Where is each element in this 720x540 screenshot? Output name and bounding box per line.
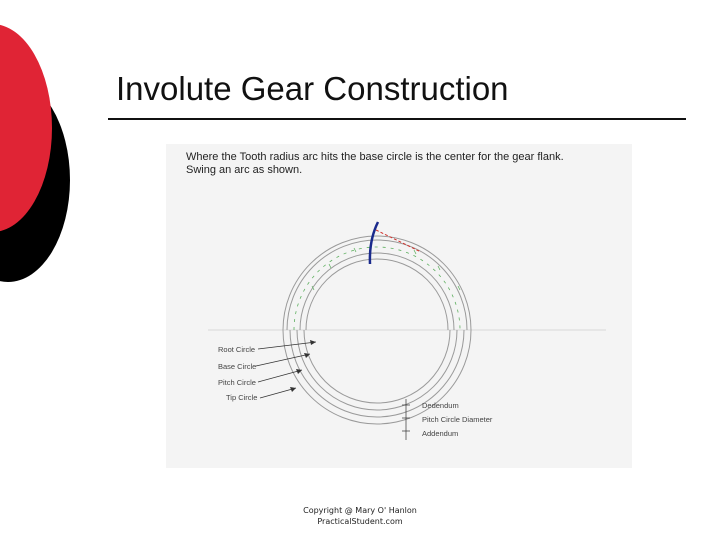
label-tip-circle: Tip Circle (226, 393, 258, 402)
upper-circles (283, 236, 471, 330)
caption-line-2: Swing an arc as shown. (186, 164, 303, 176)
gear-flank-arc (370, 222, 378, 264)
tooth-radius-line (376, 230, 421, 252)
title-divider (108, 118, 686, 120)
left-arrowheads (290, 340, 316, 392)
slide-title: Involute Gear Construction (116, 70, 509, 107)
upper-inner-arc (300, 253, 454, 330)
label-addendum: Addendum (422, 429, 459, 438)
website-line: PracticalStudent.com (317, 517, 403, 526)
upper-inner-arc-2 (306, 259, 448, 330)
figure-caption (186, 151, 626, 177)
copyright-line: Copyright @ Mary O' Hanlon (303, 506, 417, 515)
label-base-circle: Base Circle (218, 362, 257, 371)
copyright-footer (270, 505, 450, 527)
label-pitch-circle-diameter: Pitch Circle Diameter (422, 415, 493, 424)
label-pitch-circle: Pitch Circle (218, 378, 256, 387)
upper-root-arc (283, 236, 471, 330)
decorative-circles (0, 0, 110, 300)
pitch-ticks (312, 248, 460, 290)
gear-construction-diagram (166, 144, 632, 468)
right-dimension-lines (402, 399, 410, 440)
lower-base-arc (297, 330, 457, 410)
label-root-circle: Root Circle (218, 345, 256, 354)
label-dedendum: Dedendum (422, 401, 459, 410)
caption-line-1: Where the Tooth radius arc hits the base circle is the center for the gear flank. (186, 151, 564, 163)
